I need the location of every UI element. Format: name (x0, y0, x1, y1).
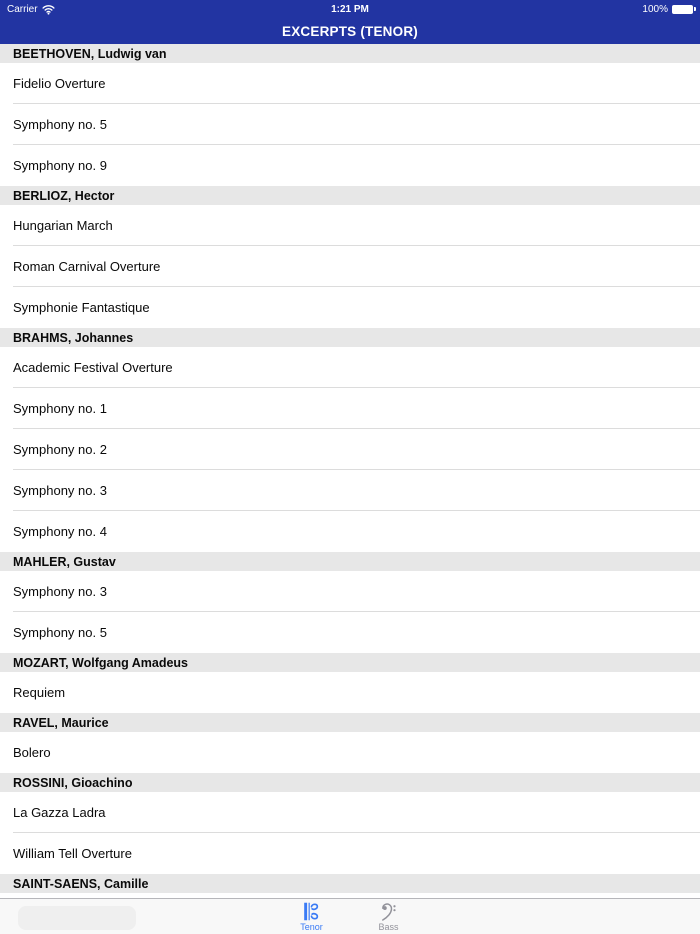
section-header: MAHLER, Gustav (0, 552, 700, 571)
tab-bar (0, 898, 700, 934)
excerpt-row[interactable]: Symphonie Fantastique (0, 287, 700, 328)
excerpt-row[interactable]: Roman Carnival Overture (0, 246, 700, 287)
excerpt-row[interactable]: La Gazza Ladra (0, 792, 700, 833)
excerpt-row[interactable]: Symphony no. 1 (0, 388, 700, 429)
tab-bar-ghost-highlight (18, 906, 136, 930)
tab-tenor[interactable] (273, 899, 350, 934)
section-header: SAINT-SAENS, Camille (0, 874, 700, 893)
excerpt-row[interactable]: Symphony no. 4 (0, 511, 700, 552)
section-header: BERLIOZ, Hector (0, 186, 700, 205)
carrier-label: Carrier (7, 3, 38, 15)
tab-bass[interactable] (350, 899, 427, 934)
excerpt-row[interactable]: Symphony no. 3 (0, 571, 700, 612)
battery-icon (672, 5, 693, 14)
excerpt-row[interactable]: William Tell Overture (0, 833, 700, 874)
bass-clef-icon (380, 902, 397, 921)
navigation-bar (0, 18, 700, 44)
excerpt-list (0, 44, 700, 934)
clock: 1:21 PM (331, 3, 369, 15)
excerpt-row[interactable]: Symphony no. 2 (0, 429, 700, 470)
page-title: EXCERPTS (TENOR) (282, 23, 418, 39)
section-header: ROSSINI, Gioachino (0, 773, 700, 792)
section-header: BEETHOVEN, Ludwig van (0, 44, 700, 63)
wifi-icon (42, 4, 55, 15)
section-header: MOZART, Wolfgang Amadeus (0, 653, 700, 672)
section-header: RAVEL, Maurice (0, 713, 700, 732)
battery-percent-label: 100% (642, 3, 668, 15)
section-header: BRAHMS, Johannes (0, 328, 700, 347)
excerpt-row[interactable]: Hungarian March (0, 205, 700, 246)
excerpt-row[interactable]: Symphony no. 9 (0, 145, 700, 186)
tab-label: Bass (378, 922, 399, 932)
tenor-clef-icon (303, 902, 320, 921)
tab-label: Tenor (300, 922, 323, 932)
excerpt-row[interactable]: Fidelio Overture (0, 63, 700, 104)
excerpt-row[interactable]: Symphony no. 5 (0, 612, 700, 653)
excerpt-row[interactable]: Academic Festival Overture (0, 347, 700, 388)
status-bar (0, 0, 700, 18)
excerpt-row[interactable]: Bolero (0, 732, 700, 773)
excerpt-row[interactable]: Symphony no. 3 (0, 470, 700, 511)
excerpt-row[interactable]: Symphony no. 5 (0, 104, 700, 145)
excerpt-row[interactable]: Requiem (0, 672, 700, 713)
